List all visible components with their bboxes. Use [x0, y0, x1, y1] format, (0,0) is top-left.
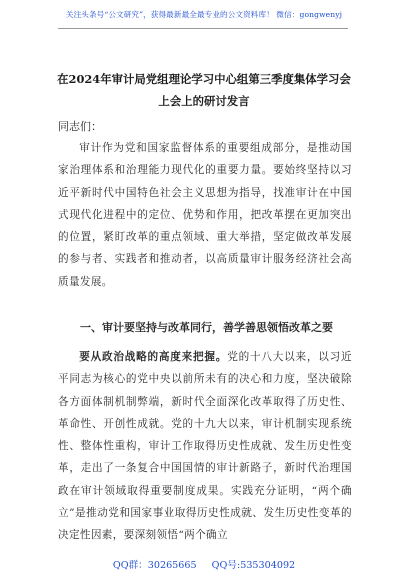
qq-number: QQ号:535304092	[211, 560, 296, 571]
body-paragraph-2	[58, 346, 352, 547]
qq-group-number: QQ群：30265665	[112, 560, 197, 571]
title-line-1: 在2024年审计局党组理论学习中心组第三季度集体学习会	[57, 72, 351, 86]
salutation: 同志们：	[58, 120, 102, 133]
body-paragraph-1	[58, 137, 352, 293]
promo-header: 关注头条号“公文研究”，获得最新最全最专业的公文资料库！ 微信：gongwenyj	[65, 10, 343, 19]
paragraph-1-text: 审计作为党和国家监督体系的重要组成部分，是推动国家治理体系和治理能力现代化的重要力量。要始终坚持以习近平新时代中国特色社会主义思想为指导，找准审计在中国式现代化进程中的定位、优势和作用，把改革摆在更加突出的位置，紧盯改革的重点领域、重大举措，坚定做改革发展的参与者、实践者和推动者，以高质量审计服务经济社会高质量发展。	[58, 142, 352, 288]
contact-footer	[0, 557, 408, 571]
header-divider	[58, 28, 348, 29]
section-heading-1: 一、审计要坚持与改革同行，善学善思领悟改革之要	[80, 321, 333, 334]
title-line-2: 上会上的研讨发言	[158, 94, 250, 108]
document-title	[54, 68, 354, 112]
paragraph-2-body: 党的十八大以来，以习近平同志为核心的党中央以前所未有的决心和力度，坚决破除各方面体制机制弊端，新时代全面深化改革取得了历史性、革命性、开创性成就。党的十九大以来，审计机制实现系统性、整体性重构，审计工作取得历史性成就、发生历史性变革，走出了一条复合中国国情的审计新路子，新时代治理国政在审计领域取得重要制度成果。实践充分证明，“两个确立”是推动党和国家事业取得历史性成就、发生历史性变革的决定性因素，要深刻领悟“两个确立	[58, 351, 352, 542]
paragraph-2-text	[58, 346, 352, 547]
paragraph-2-lead: 要从政治战略的高度来把握。	[79, 351, 228, 363]
